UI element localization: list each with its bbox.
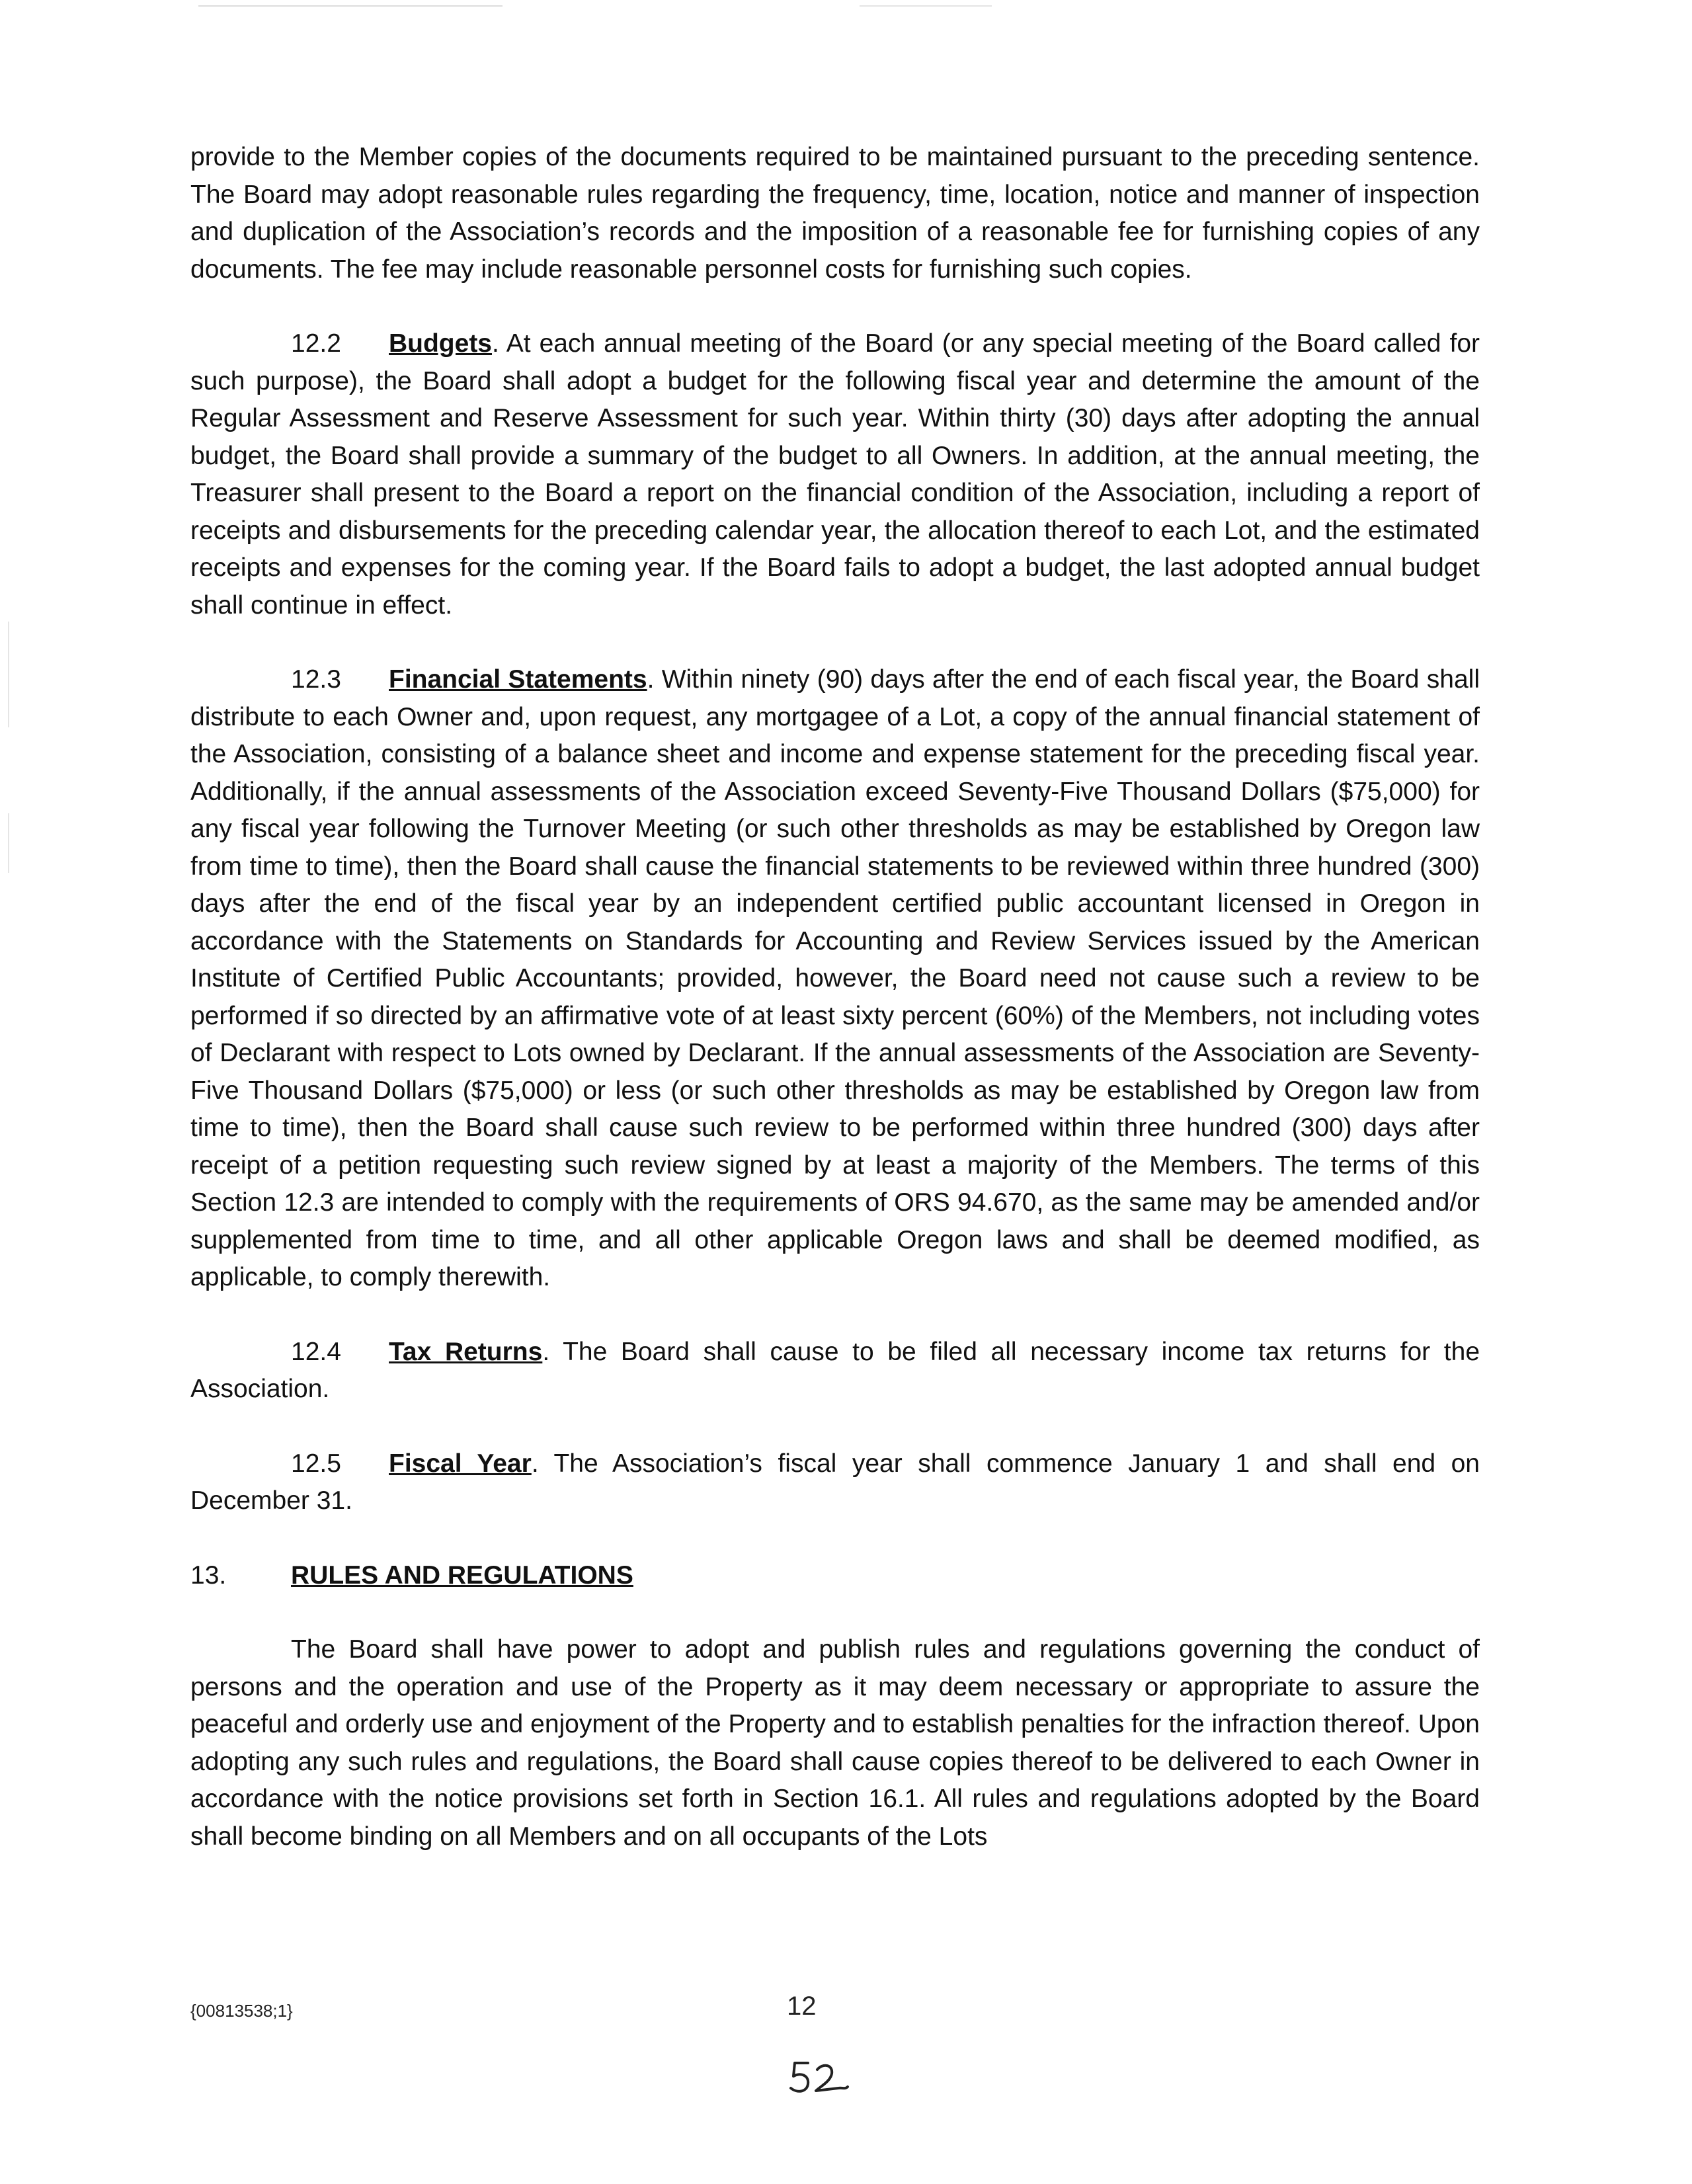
section-title: Fiscal Year <box>389 1449 532 1478</box>
section-number: 12.5 <box>291 1449 341 1478</box>
section-body: . The Association’s fiscal year shall commence January 1 and shall end on December 31. <box>190 1449 1480 1515</box>
section-12-4 <box>190 1334 1480 1408</box>
section-12-3 <box>190 661 1480 1297</box>
section-13-heading <box>190 1557 1480 1595</box>
section-title: Financial Statements <box>389 665 647 694</box>
section-body: . Within ninety (90) days after the end of each fiscal year, the Board shall distribute to each Owner and, upon request, any mortgagee of a Lot, a copy of the annual financial statement of the Association, consisting of a balance sheet and income and expense statement for the preceding fiscal year. Additionally, if the annual assessments of the Association exceed Seventy-Five Thousand Dollars ($75,000) for any fiscal year following the Turnover Meeting (or such other thresholds as may be established by Oregon law from time to time), then the Board shall cause the financial statements to be reviewed within three hundred (300) days after the end of the fiscal year by an independent certified public accountant licensed in Oregon in accordance with the Statements on Standards for Accounting and Review Services issued by the American Institute of Certified Public Accountants; provided, however, the Board need not cause such a review to be performed if so directed by an affirmative vote of at least sixty percent (60%) of the Members, not including votes of Declarant with respect to Lots owned by Declarant. If the annual assessments of the Association are Seventy-Five Thousand Dollars ($75,000) or less (or such other thresholds as may be established by Oregon law from time to time), then the Board shall cause such review to be performed within three hundred (300) days after receipt of a petition requesting such review signed by at least a majority of the Members. The terms of this Section 12.3 are intended to comply with the requirements of ORS 94.670, as the same may be amended and/or supplemented from time to time, and all other applicable Oregon laws and shall be deemed modified, as applicable, to comply therewith. <box>190 665 1480 1291</box>
scan-artifact <box>198 5 503 7</box>
section-12-5 <box>190 1445 1480 1520</box>
section-12-2 <box>190 325 1480 624</box>
section-number: 12.4 <box>291 1337 341 1366</box>
scan-artifact <box>860 5 992 7</box>
section-title: Budgets <box>389 329 492 358</box>
document-page <box>190 139 1480 1855</box>
section-body: . The Board shall cause to be filed all necessary income tax returns for the Association. <box>190 1337 1480 1403</box>
section-13-body: The Board shall have power to adopt and publish rules and regulations governing the conduct of persons and the operation and use of the Property as it may deem necessary or appropriate to assure the peaceful and orderly use and enjoyment of the Property and to establish penalties for the infraction thereof. Upon adopting any such rules and regulations, the Board shall cause copies thereof to be delivered to each Owner in accordance with the notice provisions set forth in Section 16.1. All rules and regulations adopted by the Board shall become binding on all Members and on all occupants of the Lots <box>190 1635 1480 1851</box>
section-number: 12.2 <box>291 329 341 358</box>
scan-artifact <box>8 622 9 727</box>
page-number <box>787 1992 817 2021</box>
scan-artifact <box>8 813 9 873</box>
section-number: 12.3 <box>291 665 341 694</box>
document-id: {00813538;1} <box>190 2001 293 2021</box>
section-body: . At each annual meeting of the Board (or any special meeting of the Board called for such purpose), the Board shall adopt a budget for the following fiscal year and determine the amount of the Regular Assessment and Reserve Assessment for such year. Within thirty (30) days after adopting the annual budget, the Board shall provide a summary of the budget to all Owners. In addition, at the annual meeting, the Treasurer shall present to the Board a report on the financial condition of the Association, including a report of receipts and disbursements for the preceding calendar year, the allocation thereof to each Lot, and the estimated receipts and expenses for the coming year. If the Board fails to adopt a budget, the last adopted annual budget shall continue in effect. <box>190 329 1480 620</box>
intro-paragraph: provide to the Member copies of the documents required to be maintained pursuant to the preceding sentence. The Board may adopt reasonable rules regarding the frequency, time, location, notice and manner of inspection and duplication of the Association’s records and the imposition of a reasonable fee for furnishing copies of any documents. The fee may include reasonable personnel costs for furnishing such copies. <box>190 143 1480 284</box>
section-title: Tax Returns <box>389 1337 543 1366</box>
section-title: RULES AND REGULATIONS <box>291 1560 633 1590</box>
handwritten-page-number <box>786 2058 852 2097</box>
page-number-text: 12 <box>787 1992 817 2021</box>
section-number: 13. <box>190 1560 227 1590</box>
